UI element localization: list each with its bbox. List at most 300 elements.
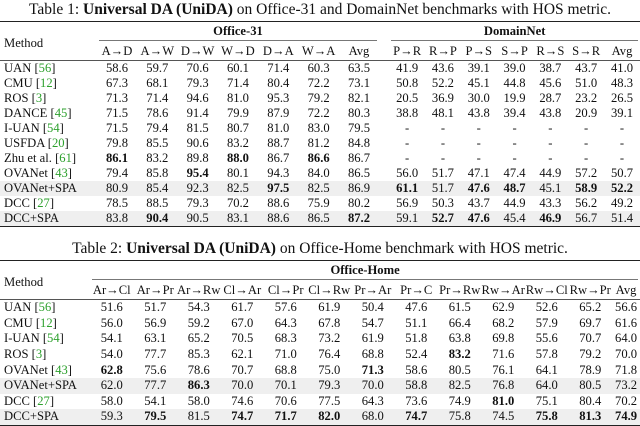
method-cell: OVANet [43] [4, 166, 72, 180]
column-header: Avg [615, 282, 637, 297]
value-cell: 71.4 [146, 91, 169, 105]
column-header: D→W [180, 43, 215, 58]
value-cell: 70.0 [361, 378, 384, 393]
value-cell: 47.1 [467, 166, 490, 180]
column-header: S→R [572, 43, 601, 58]
value-cell: 71.4 [226, 76, 249, 90]
value-cell: 75.8 [535, 409, 558, 424]
spacer [379, 61, 389, 77]
value-cell: 67.8 [318, 315, 341, 330]
table-row [0, 394, 640, 410]
table1 [0, 21, 640, 227]
value-cell: 71.7 [274, 409, 297, 424]
value-cell: 95.4 [186, 166, 209, 180]
value-cell: 71.8 [615, 362, 638, 377]
value-cell: 75.1 [535, 393, 558, 408]
value-cell: - [512, 151, 517, 165]
value-cell: 43.3 [539, 196, 562, 210]
table-row [0, 181, 640, 196]
value-cell: 57.8 [535, 347, 558, 362]
value-cell: - [405, 121, 410, 135]
value-cell: 71.0 [274, 347, 297, 362]
value-cell: 51.7 [431, 181, 454, 195]
table2-caption-rest: on Office-Home benchmark with HOS metric. [279, 240, 568, 257]
value-cell: 91.4 [186, 106, 209, 120]
value-cell: 63.8 [448, 331, 471, 346]
citation-link[interactable]: 56 [38, 61, 52, 75]
value-cell: 92.3 [186, 181, 209, 195]
value-cell: 60.3 [307, 61, 330, 75]
spacer [379, 42, 389, 61]
method-name: OVANet [4, 362, 48, 377]
method-cell: OVANet [43] [4, 362, 72, 377]
value-cell: 59.3 [100, 409, 123, 424]
value-cell: 78.6 [146, 106, 169, 120]
value-cell: 54.0 [100, 347, 123, 362]
column-header: D→A [262, 43, 294, 58]
method-cell: DANCE [45] [4, 106, 72, 120]
citation-link[interactable]: 43 [55, 362, 68, 377]
column-header: P→R [393, 43, 422, 58]
method-name: DANCE [4, 106, 48, 120]
value-cell: 95.3 [267, 91, 290, 105]
value-cell: 78.9 [579, 362, 602, 377]
value-cell: 39.4 [503, 106, 526, 120]
value-cell: 86.9 [347, 181, 370, 195]
method-cell: Zhu et al. [61] [4, 151, 77, 165]
value-cell: 43.7 [467, 196, 490, 210]
value-cell: 86.7 [347, 151, 370, 165]
value-cell: 88.0 [226, 151, 249, 165]
citation-link[interactable]: 56 [38, 300, 52, 315]
table2-caption [0, 240, 640, 258]
value-cell: 89.8 [186, 151, 209, 165]
value-cell: 88.5 [146, 196, 169, 210]
value-cell: 79.3 [318, 378, 341, 393]
value-cell: 48.7 [503, 181, 526, 195]
value-cell: 67.3 [105, 76, 128, 90]
value-cell: 51.8 [405, 331, 428, 346]
value-cell: 82.1 [347, 91, 370, 105]
column-header: Ar→Rw [177, 282, 221, 297]
method-name: UAN [4, 300, 32, 315]
method-cell: I-UAN [54] [4, 331, 64, 346]
value-cell: 63.5 [347, 61, 370, 75]
value-cell: 74.7 [231, 409, 254, 424]
value-cell: 39.0 [503, 61, 526, 75]
value-cell: 76.4 [318, 347, 341, 362]
value-cell: 61.1 [396, 181, 419, 195]
column-header: R→P [428, 43, 457, 58]
value-cell: 50.3 [431, 196, 454, 210]
method-name: DCC [4, 393, 30, 408]
value-cell: 77.7 [144, 347, 167, 362]
value-cell: 45.1 [539, 181, 562, 195]
citation-link[interactable]: 54 [47, 331, 60, 346]
table-row [0, 91, 640, 106]
method-cell [0, 409, 90, 425]
value-cell: 70.7 [579, 331, 602, 346]
value-cell: - [548, 151, 553, 165]
value-cell: 41.9 [396, 61, 419, 75]
value-cell: 70.0 [231, 378, 254, 393]
value-cell: - [476, 136, 481, 150]
value-cell: 79.8 [105, 136, 128, 150]
value-cell: 72.2 [307, 106, 330, 120]
value-cell: 62.0 [100, 378, 123, 393]
value-cell: 76.1 [492, 362, 515, 377]
value-cell: 56.2 [575, 196, 598, 210]
column-header: Cl→Ar [223, 282, 262, 297]
value-cell: 59.7 [146, 61, 169, 75]
method-name: I-UAN [4, 331, 40, 346]
table-row [0, 211, 640, 227]
value-cell: 86.5 [307, 211, 330, 225]
value-cell: 79.3 [186, 196, 209, 210]
value-cell: - [476, 151, 481, 165]
value-cell: 74.5 [492, 409, 515, 424]
method-name: CMU [4, 315, 33, 330]
table2-caption-bold: Universal DA (UniDA) [126, 240, 276, 257]
value-cell: 52.4 [405, 347, 428, 362]
column-header: R→S [536, 43, 565, 58]
value-cell: 68.8 [361, 347, 384, 362]
value-cell: - [405, 136, 410, 150]
method-cell [0, 378, 90, 394]
value-cell: 30.0 [467, 91, 490, 105]
value-cell: 80.7 [226, 121, 249, 135]
spacer [379, 151, 389, 166]
citation-link[interactable]: 45 [54, 106, 68, 120]
value-cell: 81.5 [186, 121, 209, 135]
value-cell: 80.5 [579, 378, 602, 393]
method-name: Zhu et al. [4, 151, 52, 165]
value-cell: 72.2 [307, 76, 330, 90]
citation-link[interactable]: 3 [35, 91, 43, 105]
value-cell: - [512, 121, 517, 135]
method-name: ROS [4, 91, 29, 105]
column-header: Rw→Cl [525, 282, 568, 297]
method-cell: USFDA [20] [4, 136, 69, 150]
value-cell: 56.9 [396, 196, 419, 210]
value-cell: 61.9 [361, 331, 384, 346]
value-cell: - [440, 121, 446, 135]
value-cell: 86.1 [105, 151, 128, 165]
method-header: Method [4, 35, 44, 50]
citation-link[interactable]: 43 [55, 166, 68, 180]
value-cell: 58.8 [405, 378, 428, 393]
value-cell: 44.9 [503, 196, 526, 210]
value-cell: - [548, 121, 553, 135]
value-cell: 80.2 [347, 196, 370, 210]
value-cell: 97.5 [267, 181, 290, 195]
value-cell: 80.5 [448, 362, 471, 377]
method-cell: ROS [3] [4, 347, 47, 362]
value-cell: 81.0 [492, 393, 515, 408]
value-cell: 56.7 [575, 211, 598, 225]
value-cell: 51.0 [575, 76, 598, 90]
value-cell: - [619, 121, 625, 135]
value-cell: 65.2 [187, 331, 210, 346]
value-cell: 62.9 [492, 300, 515, 315]
table-row [0, 300, 640, 316]
column-header: Cl→Rw [308, 282, 351, 297]
value-cell: 43.7 [575, 61, 598, 75]
table-row [0, 136, 640, 151]
method-cell: DCC [27] [4, 196, 55, 210]
table1-caption [0, 1, 640, 19]
citation-link[interactable]: 12 [40, 76, 53, 90]
value-cell: 77.7 [144, 378, 167, 393]
value-cell: 82.5 [448, 378, 471, 393]
citation-link[interactable]: 12 [40, 315, 53, 330]
value-cell: 83.8 [105, 211, 128, 225]
method-name: I-UAN [4, 121, 40, 135]
method-header: Method [4, 274, 44, 289]
method-name: DCC+SPA [4, 211, 59, 225]
spacer [379, 121, 389, 136]
value-cell: 71.5 [105, 106, 128, 120]
value-cell: 43.6 [431, 61, 454, 75]
value-cell: 74.9 [448, 393, 471, 408]
table-row [0, 378, 640, 394]
spacer [379, 211, 389, 227]
value-cell: 64.1 [535, 362, 558, 377]
table1-caption-rest: on Office-31 and DomainNet benchmarks with HOS metric. [236, 1, 611, 18]
value-cell: 44.9 [539, 166, 562, 180]
value-cell: 36.9 [431, 91, 454, 105]
value-cell: 85.5 [146, 136, 169, 150]
value-cell: 82.5 [226, 181, 249, 195]
value-cell: 48.1 [431, 106, 454, 120]
value-cell: 56.0 [100, 315, 123, 330]
value-cell: 90.4 [146, 211, 169, 225]
value-cell: 79.2 [307, 91, 330, 105]
table-row [0, 409, 640, 425]
value-cell: - [440, 136, 446, 150]
value-cell: 60.1 [226, 61, 249, 75]
value-cell: 59.1 [396, 211, 419, 225]
table-row [0, 166, 640, 181]
value-cell: 38.8 [396, 106, 419, 120]
value-cell: 88.6 [267, 196, 290, 210]
value-cell: 68.2 [492, 315, 515, 330]
citation-link[interactable]: 3 [35, 347, 43, 362]
value-cell: 75.8 [448, 409, 471, 424]
table1-caption-bold: Universal DA (UniDA) [83, 1, 233, 18]
value-cell: 79.2 [579, 347, 602, 362]
column-header: Pr→Ar [354, 282, 392, 297]
value-cell: - [476, 121, 481, 135]
value-cell: 56.9 [144, 315, 167, 330]
value-cell: 68.3 [274, 331, 297, 346]
value-cell: 50.4 [361, 300, 384, 315]
value-cell: 48.3 [610, 76, 634, 90]
value-cell: 47.6 [405, 300, 428, 315]
value-cell: 54.1 [144, 393, 167, 408]
method-cell: DCC [27] [4, 393, 55, 408]
value-cell: 83.0 [307, 121, 330, 135]
value-cell: 51.7 [431, 166, 454, 180]
spacer [379, 91, 389, 106]
value-cell: 73.2 [615, 378, 638, 393]
spacer [379, 136, 389, 151]
value-cell: 94.3 [267, 166, 290, 180]
value-cell: 83.1 [226, 211, 249, 225]
table1-caption-prefix: Table 1: [29, 1, 80, 18]
column-header: Rw→Pr [569, 282, 611, 297]
value-cell: 58.9 [575, 181, 598, 195]
value-cell: 19.9 [503, 91, 526, 105]
value-cell: 70.6 [186, 61, 209, 75]
value-cell: - [584, 121, 589, 135]
table-row [0, 151, 640, 166]
value-cell: - [584, 136, 589, 150]
value-cell: 88.6 [267, 211, 290, 225]
value-cell: 80.4 [267, 76, 290, 90]
value-cell: 26.5 [610, 91, 634, 105]
value-cell: 38.7 [539, 61, 562, 75]
value-cell: 61.5 [448, 300, 471, 315]
column-header: A→W [140, 43, 175, 58]
method-name: UAN [4, 61, 32, 75]
method-cell: UAN [56] [4, 61, 56, 75]
value-cell: 85.8 [146, 166, 169, 180]
citation-link[interactable]: 20 [51, 136, 65, 150]
value-cell: 57.9 [535, 315, 558, 330]
value-cell: 64.3 [361, 393, 384, 408]
value-cell: 90.6 [186, 136, 209, 150]
value-cell: 28.7 [539, 91, 562, 105]
value-cell: 86.7 [267, 151, 290, 165]
value-cell: 68.1 [146, 76, 169, 90]
value-cell: 44.8 [503, 76, 526, 90]
value-cell: 85.4 [146, 181, 169, 195]
method-cell: CMU [12] [4, 315, 57, 330]
group-office31: Office-31 [97, 22, 379, 43]
value-cell: 87.9 [267, 106, 290, 120]
value-cell: 50.8 [396, 76, 419, 90]
method-name: OVANet+SPA [4, 378, 77, 393]
value-cell: 58.6 [405, 362, 428, 377]
value-cell: - [619, 151, 625, 165]
value-cell: 65.2 [579, 300, 602, 315]
value-cell: 70.6 [274, 393, 297, 408]
value-cell: 86.6 [307, 151, 330, 165]
citation-link[interactable]: 61 [59, 151, 72, 165]
group-domainnet: DomainNet [389, 22, 640, 43]
value-cell: 62.1 [231, 347, 254, 362]
value-cell: 83.2 [226, 136, 249, 150]
value-cell: 47.6 [467, 181, 490, 195]
value-cell: 45.1 [467, 76, 490, 90]
value-cell: 81.2 [307, 136, 330, 150]
value-cell: 70.2 [615, 393, 638, 408]
value-cell: 69.8 [492, 331, 515, 346]
column-header: Ar→Cl [92, 282, 131, 297]
spacer [379, 181, 389, 196]
value-cell: 80.4 [579, 393, 602, 408]
method-cell [0, 181, 97, 196]
value-cell: 76.8 [492, 378, 515, 393]
value-cell: 75.0 [318, 362, 341, 377]
method-name: DCC [4, 196, 30, 210]
table2 [0, 260, 640, 426]
table-row [0, 121, 640, 136]
group-office-home: Office-Home [90, 261, 640, 282]
table2-caption-prefix: Table 2: [72, 240, 123, 257]
value-cell: 47.6 [467, 211, 490, 225]
value-cell: 56.0 [396, 166, 419, 180]
value-cell: 78.6 [187, 362, 210, 377]
value-cell: 56.6 [615, 300, 638, 315]
value-cell: 39.1 [467, 61, 490, 75]
table-row [0, 106, 640, 121]
column-header: Avg [611, 43, 633, 58]
value-cell: 86.3 [187, 378, 210, 393]
value-cell: - [405, 151, 410, 165]
value-cell: 54.3 [187, 300, 210, 315]
value-cell: 52.2 [431, 76, 454, 90]
column-header: W→A [301, 43, 336, 58]
method-cell [0, 211, 97, 227]
value-cell: 59.2 [187, 315, 210, 330]
value-cell: 75.9 [307, 196, 330, 210]
citation-link[interactable]: 27 [37, 393, 50, 408]
value-cell: 50.7 [610, 166, 634, 180]
value-cell: 58.0 [187, 393, 210, 408]
value-cell: 87.2 [347, 211, 370, 225]
value-cell: 81.0 [267, 121, 290, 135]
value-cell: 94.6 [186, 91, 209, 105]
value-cell: 41.0 [610, 61, 634, 75]
value-cell: 20.5 [396, 91, 419, 105]
value-cell: 64.0 [615, 331, 638, 346]
value-cell: 64.0 [535, 378, 558, 393]
value-cell: 58.6 [105, 61, 128, 75]
value-cell: - [584, 151, 589, 165]
spacer [379, 166, 389, 181]
citation-link[interactable]: 54 [47, 121, 60, 135]
value-cell: 54.7 [361, 315, 384, 330]
value-cell: 43.8 [539, 106, 562, 120]
value-cell: 70.7 [231, 362, 254, 377]
value-cell: 49.2 [610, 196, 634, 210]
value-cell: 52.2 [610, 181, 634, 195]
value-cell: 79.5 [144, 409, 167, 424]
column-header: Ar→Pr [136, 282, 174, 297]
value-cell: - [548, 136, 553, 150]
citation-link[interactable]: 27 [37, 196, 50, 210]
spacer [379, 76, 389, 91]
column-header: S→P [501, 43, 528, 58]
column-header: Pr→Rw [439, 282, 481, 297]
value-cell: 74.6 [231, 393, 254, 408]
value-cell: - [440, 151, 446, 165]
value-cell: 57.6 [274, 300, 297, 315]
value-cell: 74.9 [615, 409, 638, 424]
spacer [379, 196, 389, 211]
value-cell: 82.0 [318, 409, 341, 424]
value-cell: 77.5 [318, 393, 341, 408]
value-cell: 85.3 [187, 347, 210, 362]
value-cell: 80.3 [347, 106, 370, 120]
value-cell: 39.1 [610, 106, 634, 120]
value-cell: 69.7 [579, 315, 602, 330]
value-cell: 52.7 [431, 211, 454, 225]
value-cell: 66.4 [448, 315, 471, 330]
value-cell: 86.5 [347, 166, 370, 180]
